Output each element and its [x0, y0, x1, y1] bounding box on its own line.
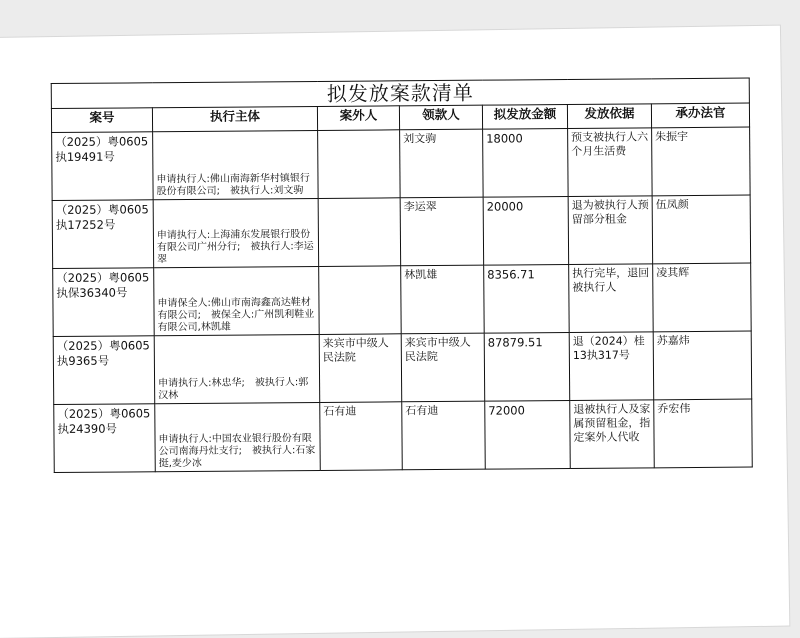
amount: 20000 [483, 196, 569, 265]
case-number: （2025）粤0605执24390号 [54, 404, 156, 473]
case-number: （2025）粤0605执17252号 [52, 200, 154, 269]
table-row [53, 263, 752, 336]
header-basis: 发放依据 [567, 104, 651, 129]
payee: 石有迪 [402, 401, 486, 470]
header-case-no: 案号 [51, 108, 152, 133]
case-number: （2025）粤0605执9365号 [53, 336, 155, 405]
payee: 李运翠 [400, 197, 484, 266]
header-amount: 拟发放金额 [482, 104, 567, 129]
table-row [53, 331, 752, 404]
judge: 苏嘉炜 [653, 331, 752, 400]
document-body [51, 78, 752, 473]
outsider [318, 130, 401, 199]
header-payee: 领款人 [399, 105, 482, 130]
payout-basis: 退为被执行人预留部分租金 [568, 196, 653, 265]
payout-basis: 退被执行人及家属预留租金，指定案外人代收 [570, 400, 655, 469]
amount: 87879.51 [484, 332, 570, 401]
judge: 伍凤颜 [652, 195, 751, 264]
payout-basis: 预支被执行人六个月生活费 [568, 128, 653, 197]
table-row [54, 399, 753, 472]
table-row [52, 127, 751, 200]
outsider: 来宾市中级人民法院 [319, 334, 402, 403]
amount: 18000 [483, 128, 569, 197]
amount: 72000 [485, 400, 571, 469]
header-outsider: 案外人 [317, 106, 399, 131]
judge: 乔宏伟 [654, 399, 753, 468]
outsider [319, 266, 402, 335]
exec-subject: 申请执行人:上海浦东发展银行股份有限公司广州分行; 被执行人:李运翠 [153, 198, 319, 267]
payee: 林凯雄 [401, 265, 485, 334]
judge: 朱振宇 [652, 127, 751, 196]
exec-subject: 申请执行人:林忠华; 被执行人:郭汉林 [154, 334, 320, 403]
header-judge: 承办法官 [651, 103, 749, 128]
payee: 来宾市中级人民法院 [401, 333, 485, 402]
amount: 8356.71 [484, 264, 570, 333]
case-number: （2025）粤0605执保36340号 [53, 268, 155, 337]
header-exec-subject: 执行主体 [152, 106, 317, 131]
table-row [52, 195, 751, 268]
judge: 凌其辉 [653, 263, 752, 332]
exec-subject: 申请保全人:佛山市南海鑫高达鞋材有限公司; 被保全人:广州凯利鞋业有限公司,林凯雄 [154, 266, 320, 335]
outsider [318, 198, 401, 267]
exec-subject: 申请执行人:佛山南海新华村镇银行股份有限公司; 被执行人:刘文驹 [153, 130, 319, 199]
document-title: 拟发放案款清单 [51, 78, 749, 108]
payout-basis: 执行完毕，退回被执行人 [569, 264, 654, 333]
exec-subject: 申请执行人:中国农业银行股份有限公司南海丹灶支行; 被执行人:石家挺,麦少冰 [155, 402, 321, 471]
case-number: （2025）粤0605执19491号 [52, 132, 154, 201]
payout-basis: 退（2024）桂13执317号 [569, 332, 654, 401]
paper-sheet [0, 26, 789, 638]
outsider: 石有迪 [320, 402, 403, 471]
payout-table [51, 78, 753, 473]
payee: 刘文驹 [400, 129, 484, 198]
